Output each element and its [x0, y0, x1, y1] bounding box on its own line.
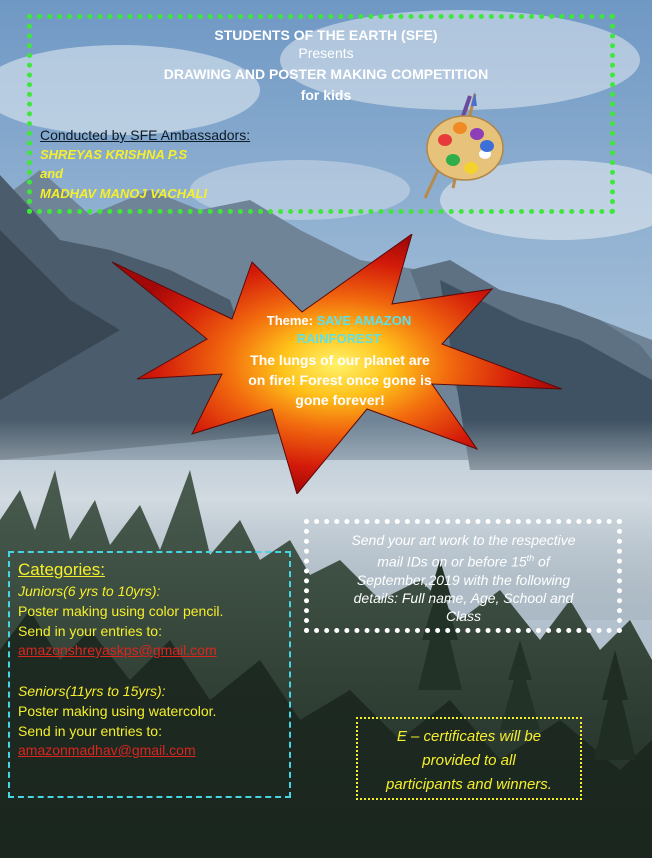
submission-instructions: [316, 531, 611, 625]
submission-line-4: details: Full name, Age, School and: [353, 589, 574, 606]
seniors-task: Poster making using watercolor.: [18, 703, 217, 719]
submission-line-2b: of: [534, 553, 550, 570]
submission-line-2a: mail IDs on or before 15: [377, 553, 527, 570]
theme-title-line-2: RAINFOREST: [296, 331, 382, 346]
paint-palette-icon: [415, 88, 505, 203]
theme-title: [232, 312, 446, 348]
ambassador-and: and: [40, 166, 64, 181]
theme-message-line-3: gone forever!: [295, 392, 385, 408]
juniors-task: Poster making using color pencil.: [18, 603, 224, 619]
competition-title: DRAWING AND POSTER MAKING COMPETITION: [163, 66, 489, 82]
certificate-line-3: participants and winners.: [386, 776, 552, 793]
audience-text: for kids: [300, 87, 352, 103]
conducted-by-label: Conducted by SFE Ambassadors:: [40, 127, 251, 143]
juniors-heading: Juniors(6 yrs to 10yrs):: [18, 583, 161, 599]
certificate-note: [362, 725, 576, 797]
theme-title-line-1: SAVE AMAZON: [316, 313, 412, 328]
theme-message-line-1: The lungs of our planet are: [250, 352, 430, 368]
theme-message: [220, 350, 460, 410]
seniors-heading: Seniors(11yrs to 15yrs):: [18, 683, 166, 699]
juniors-email-link[interactable]: amazonshreyaskps@gmail.com: [18, 642, 217, 658]
submission-line-3: September,2019 with the following: [356, 571, 571, 588]
submission-line-2: [316, 549, 611, 571]
theme-label: Theme:: [266, 313, 313, 328]
submission-line-1: Send your art work to the respective: [351, 532, 576, 548]
theme-message-line-2: on fire! Forest once gone is: [248, 372, 432, 388]
submission-date-suffix: th: [526, 553, 535, 563]
organization-title: STUDENTS OF THE EARTH (SFE): [214, 27, 438, 43]
header-dotted-frame: [27, 14, 615, 214]
juniors-send-label: Send in your entries to:: [18, 623, 162, 639]
certificate-line-2: provided to all: [422, 752, 516, 769]
seniors-email-link[interactable]: amazonmadhav@gmail.com: [18, 742, 196, 758]
presents-text: Presents: [298, 45, 354, 61]
ambassador-name-2: MADHAV MANOJ VACHALI: [40, 186, 208, 201]
categories-title: Categories:: [18, 560, 105, 579]
certificate-line-1: E – certificates will be: [396, 728, 542, 745]
submission-line-5: Class: [445, 607, 481, 624]
seniors-send-label: Send in your entries to:: [18, 723, 162, 739]
ambassador-name-1: SHREYAS KRISHNA P.S: [40, 147, 188, 162]
